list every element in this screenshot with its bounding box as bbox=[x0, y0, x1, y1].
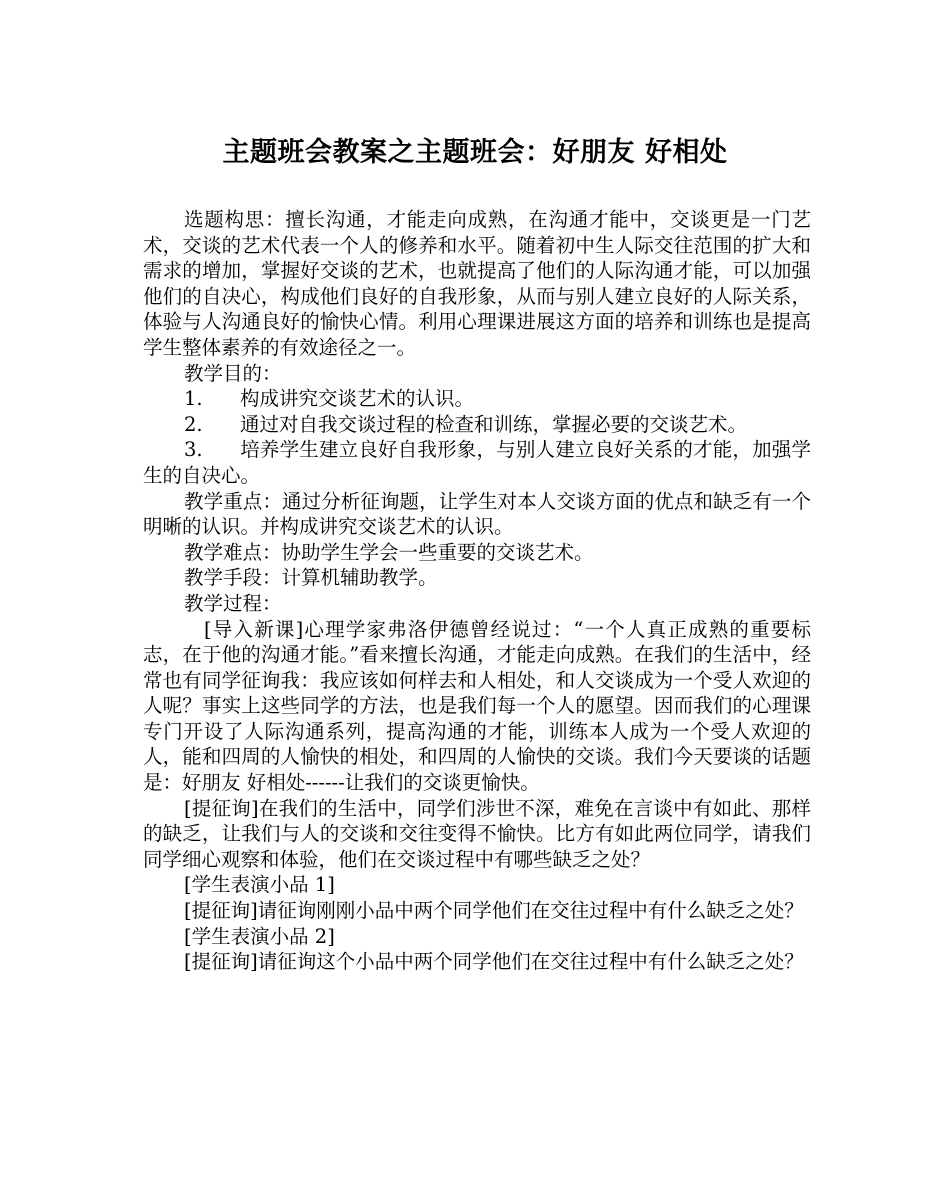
paragraph-skit-2: [学生表演小品 2] bbox=[184, 924, 335, 948]
paragraph-teaching-means: 教学手段：计算机辅助教学。 bbox=[184, 566, 438, 590]
document-title: 主题班会教案之主题班会：好朋友 好相处 bbox=[222, 137, 728, 168]
goal-text: 通过对自我交谈过程的检查和训练，掌握必要的交谈艺术。 bbox=[240, 412, 748, 436]
document-body bbox=[143, 207, 811, 975]
paragraph-question-3: [提征询]请征询这个小品中两个同学他们在交往过程中有什么缺乏之处？ bbox=[184, 950, 804, 974]
goal-number: 1. bbox=[184, 387, 203, 411]
paragraph-question-1: [提征询]在我们的生活中，同学们涉世不深，难免在言谈中有如此、那样的缺乏，让我们与人的交谈和交往变得不愉快。比方有如此两位同学，请我们同学细心观察和体验，他们在交谈过程中有哪些缺乏之处？ bbox=[143, 796, 811, 871]
goal-item-2 bbox=[143, 412, 811, 438]
goal-number: 2. bbox=[184, 412, 203, 436]
paragraph-skit-1: [学生表演小品 1] bbox=[184, 873, 335, 897]
paragraph-difficulty: 教学难点：协助学生学会一些重要的交谈艺术。 bbox=[184, 540, 594, 564]
paragraph-key-point: 教学重点：通过分析征询题，让学生对本人交谈方面的优点和缺乏有一个明晰的认识。并构成讲究交谈艺术的认识。 bbox=[143, 489, 811, 539]
paragraph-intro: [导入新课]心理学家弗洛伊德曾经说过：“一个人真正成熟的重要标志，在于他的沟通才能。”看来擅长沟通，才能走向成熟。在我们的生活中，经常也有同学征询我：我应该如何样去和人相处，和人交谈成为一个受人欢迎的人呢？事实上这些同学的方法，也是我们每一个人的愿望。因而我们的心理课专门开设了人际沟通系列，提高沟通的才能，训练本人成为一个受人欢迎的人，能和四周的人愉快的相处，和四周的人愉快的交谈。我们今天要谈的话题是：好朋友 好相处------让我们的交谈更愉快。 bbox=[143, 617, 811, 795]
paragraph-topic-idea: 选题构思：擅长沟通，才能走向成熟，在沟通才能中，交谈更是一门艺术，交谈的艺术代表一个人的修养和水平。随着初中生人际交往范围的扩大和需求的增加，掌握好交谈的艺术，也就提高了他们的人际沟通才能，可以加强他们的自决心，构成他们良好的自我形象，从而与别人建立良好的人际关系，体验与人沟通良好的愉快心情。利用心理课进展这方面的培养和训练也是提高学生整体素养的有效途径之一。 bbox=[143, 208, 811, 359]
paragraph-question-2: [提征询]请征询刚刚小品中两个同学他们在交往过程中有什么缺乏之处？ bbox=[184, 899, 804, 923]
goal-heading: 教学目的： bbox=[184, 361, 282, 385]
goal-item-3 bbox=[143, 437, 811, 488]
goal-text: 构成讲究交谈艺术的认识。 bbox=[240, 387, 475, 411]
goal-number: 3. bbox=[184, 438, 203, 462]
goal-item-1 bbox=[143, 386, 811, 412]
goal-text: 培养学生建立良好自我形象，与别人建立良好关系的才能，加强学生的自决心。 bbox=[143, 438, 811, 487]
process-heading: 教学过程： bbox=[184, 591, 282, 615]
